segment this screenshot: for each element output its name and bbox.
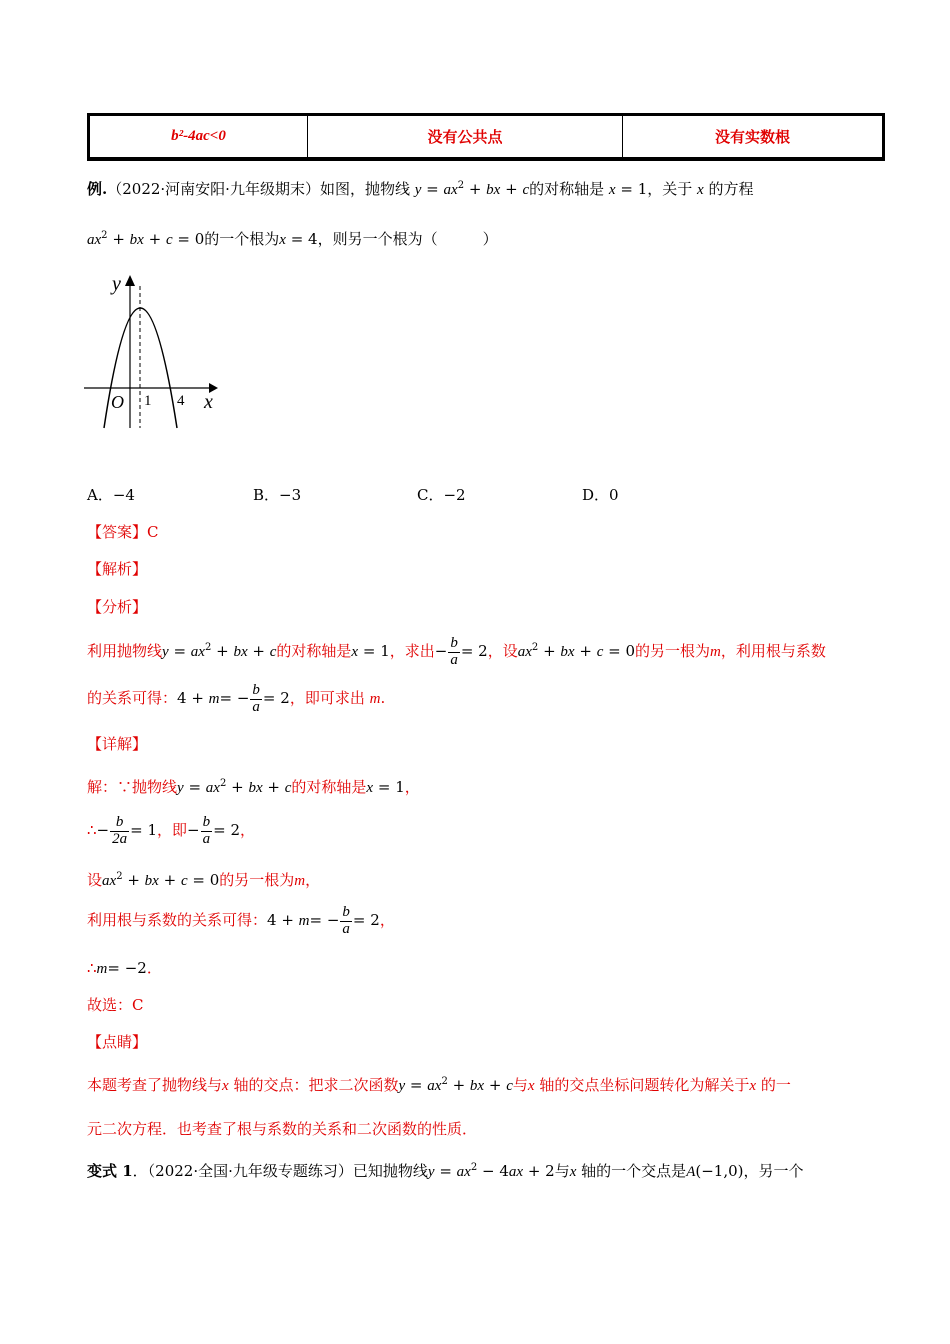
example-source: （2022·河南安阳·九年级期末）如图，抛物线 [107, 180, 410, 198]
option-c[interactable]: C．−2 [417, 486, 466, 504]
option-a[interactable]: A．−4 [87, 486, 135, 504]
option-b[interactable]: B．−3 [253, 486, 302, 504]
comment-line-1: 本题考查了抛物线与x 轴的交点：把求二次函数$y = ax^2$ + bx + c与x 轴的交点坐标问题转化为解关于x 的一 [87, 1076, 791, 1094]
origin-label: O [111, 392, 124, 412]
table-row [87, 113, 885, 161]
dianjing-heading: 【点睛】 [87, 1033, 148, 1051]
table-cell-condition: b²-4ac<0 [90, 116, 308, 157]
detail-line-3: 设$ax^2$ + bx + c = 0的另一根为m， [87, 871, 321, 889]
option-d[interactable]: D．0 [582, 486, 619, 504]
detail-line-4: 利用根与系数的关系可得：4 + m= − $\frac{b}{a}$ = 2， [87, 903, 395, 937]
comment-line-2: 元二次方程．也考查了根与系数的关系和二次函数的性质． [87, 1120, 478, 1138]
parabola-graph [84, 268, 224, 433]
y-axis-arrow [125, 275, 135, 286]
variant-line: 变式 1．（2022·全国·九年级专题练习）已知抛物线$y = ax^2 - 4ax + 2$与x 轴的一个交点是A(−1,0)，另一个 [87, 1162, 804, 1180]
xiangjie-heading: 【详解】 [87, 735, 148, 753]
fenxi-heading: 【分析】 [87, 598, 148, 616]
detail-line-1: 解：∵抛物线$y = ax^2$ + bx + c的对称轴是x = 1， [87, 778, 420, 796]
y-label: y [112, 273, 121, 295]
analysis-line-2: 的关系可得：4 + m= − $\frac{b}{a}$ = 2，即可求出 m. [87, 681, 386, 715]
tick-label-1: 1 [144, 393, 152, 409]
analysis-line-1: 利用抛物线$y = ax^2$ + bx + c的对称轴是x = 1，求出− $\frac{b}{a}$ = 2，设$ax^2$ + bx + c = 0的另一根为m，利用根与系数 [87, 634, 826, 668]
variant-label: 变式 1 [87, 1162, 133, 1180]
detail-line-6: 故选：C [87, 996, 144, 1014]
example-label: 例. [87, 180, 108, 198]
tick-label-4: 4 [177, 393, 185, 409]
detail-line-2: ∴− $\frac{b}{2a}$ = 1，即− $\frac{b}{a}$ = 2， [87, 813, 256, 847]
table-cell-intersection: 没有公共点 [308, 116, 623, 157]
answer-line: 【答案】C [87, 523, 159, 541]
table-cell-roots: 没有实数根 [714, 128, 790, 146]
example-line-2: $ax^2$ + bx + c = 0的一个根为x = 4，则另一个根为（ ） [87, 230, 498, 248]
detail-line-5: ∴m= −2． [87, 959, 162, 977]
x-label: x [204, 391, 213, 413]
example-line-1: 例.（2022·河南安阳·九年级期末）如图，抛物线 $y = ax^2$ + bx + c的对称轴是 x = 1，关于 x 的方程 [87, 180, 754, 198]
jiexi-heading: 【解析】 [87, 560, 148, 578]
